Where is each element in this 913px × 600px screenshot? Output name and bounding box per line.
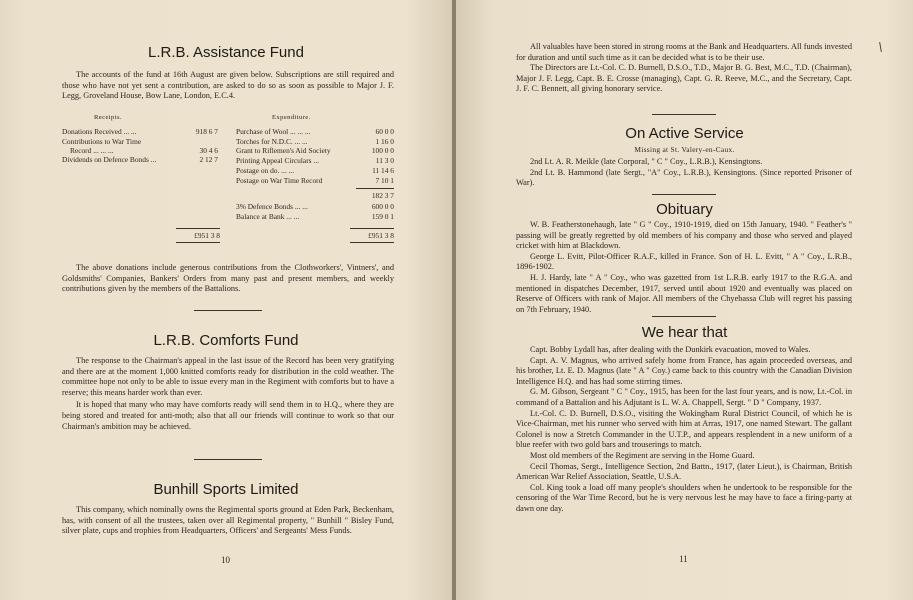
bunhill-text: This company, which nominally owns the Regimental sports ground at Eden Park, Beckenham, has, with consent of all the trustees, taken over all Regimental property, " Bunhill " Bisley Fund, silver plate, cups and trophies from Headquarters, Officers' and Sergeants' Mess Funds. — [62, 505, 394, 536]
we-hear-title: We hear that — [641, 324, 728, 341]
expenditure-label: Grant to Riflemen's Aid Society — [236, 146, 331, 155]
receipt-label: Contributions to War Time — [62, 137, 142, 146]
expenditure-total-rule-top — [350, 228, 394, 229]
receipt-amount: 918 6 7 — [195, 127, 218, 136]
receipts-header: Receipts. — [94, 114, 122, 121]
receipts-total: £951 3 8 — [194, 231, 220, 240]
receipt-label: Donations Received ... ... — [62, 127, 137, 136]
subtotal-rule — [356, 188, 394, 189]
active-service-text: 2nd Lt. A. R. Meikle (late Corporal, " C " Coy., L.R.B.), Kensingtons. 2nd Lt. B. Hammond (late Sergt., "A" Coy., L.R.B.), Kensingtons. (Since reported Prisoner of War). — [516, 157, 852, 188]
we-hear-text: Capt. Bobby Lydall has, after dealing with the Dunkirk evacuation, moved to Wales. Capt. A. V. Magnus, who arrived safely home from France, has again proceeded overseas, and his brother, Lt. E. D. Magnus (late " A " Coy.) came back to this country with the Canadian Division Intelligence H.Q. and has had some stirring times. G. M. Gibson, Sergeant " C " Coy., 1915, has been for the last four years, and is now, Lt.-Col. in command of a Battalion and his Adjutant is L. W. A. Chappell, Sergt. " D " Company, 1937. Lt.-Col. C. D. Burnell, D.S.O., visiting the Wokingham Rural District Council, of which he is Vice-Chairman, met his runner who served with him at Arras, 1917, one named Stewart. The gallant Colonel is now a Stretch Commander in the U.T.P., and appears resplendent in a new uniform of a blue reefer with two gold bars and trouserings to match. Most old members of the Regiment are serving in the Home Guard. Cecil Thomas, Sergt., Intelligence Section, 2nd Battn., 1917, (later Lieut.), is Chairman, British American War Relief Association, Seattle, U.S.A. Col. King took a load off many people's shoulders when he undertook to be responsible for the censoring of the War Time Record, but he is very nervous lest he may have to face a firing-party at dawn one day. — [516, 345, 852, 513]
active-service-subtitle: Missing at St. Valery-en-Caux. — [634, 145, 735, 154]
section-divider — [194, 310, 262, 311]
expenditure-label: 3% Defence Bonds ... ... — [236, 202, 308, 211]
assistance-fund-intro: The accounts of the fund at 16th August are given below. Subscriptions are still required and those who have not yet sent a contribution, are asked to do so as soon as possible to Major J. F. Legg, Groveland House, Bow Lane, London, E.C.4. — [62, 70, 394, 101]
page-number-right: 11 — [679, 554, 688, 564]
receipt-amount: 30 4 6 — [199, 146, 218, 155]
section-divider — [194, 459, 262, 460]
expenditure-amount: 11 14 6 — [372, 166, 394, 175]
receipt-label: Record ... ... ... — [70, 146, 114, 155]
expenditure-subtotal: 182 3 7 — [371, 191, 394, 200]
page-number-left: 10 — [221, 555, 230, 565]
receipt-amount: 2 12 7 — [199, 155, 218, 164]
expenditure-label: Purchase of Wool ... ... ... — [236, 127, 311, 136]
expenditure-amount: 7 10 1 — [375, 176, 394, 185]
expenditure-total-rule-bottom — [350, 242, 394, 243]
receipts-total-rule-bottom — [176, 242, 220, 243]
expenditure-label: Printing Appeal Circulars ... — [236, 156, 319, 165]
comforts-fund-title: L.R.B. Comforts Fund — [153, 332, 299, 349]
obituary-title: Obituary — [656, 201, 713, 218]
expenditure-total: £951 3 8 — [368, 231, 394, 240]
receipts-total-rule-top — [176, 228, 220, 229]
bunhill-continued: All valuables have been stored in strong rooms at the Bank and Headquarters. All funds invested for duration and until such time as it can be decided what is to be their use. The Directors are Lt.-Col. C. D. Burnell, D.S.O., T.D., Major B. G. Best, M.C., T.D. (Chairman), Major J. F. Legg, Capt. B. E. Crosse (managing), Capt. G. R. Reeve, M.C., and the Secretary, Capt. J. F. C. Bennett, all giving honorary service. — [516, 42, 852, 94]
expenditure-amount: 1 16 0 — [375, 137, 394, 146]
expenditure-amount: 600 0 0 — [371, 202, 394, 211]
expenditure-label: Torches for N.D.C. ... ... — [236, 137, 308, 146]
expenditure-label: Postage on do. ... ... — [236, 166, 295, 175]
expenditure-amount: 60 0 0 — [375, 127, 394, 136]
receipt-label: Dividends on Defence Bonds ... — [62, 155, 157, 164]
expenditure-label: Balance at Bank ... ... — [236, 212, 300, 221]
obituary-text: W. B. Featherstonehaugh, late " G " Coy., 1910-1919, died on 15th January, 1940. " Feather's " passing will be greatly regretted by old members of his company and those who served and played cricket with him at Blackdown. George L. Evitt, Pilot-Officer R.A.F., killed in France. Son of H. L. Evitt, " A " Coy., L.R.B., 1896-1902. H. J. Hardy, late " A " Coy., who was gazetted from 1st L.R.B. early 1917 to the R.G.A. and mentioned in dispatches December, 1917, served until about 1920 and eventually was placed on Reserve of Officers with rank of Major. All members of the Chyebassa Club will regret his passing on 7th February, 1940. — [516, 220, 852, 314]
bunhill-title: Bunhill Sports Limited — [153, 481, 299, 498]
expenditure-amount: 100 0 0 — [371, 146, 394, 155]
expenditure-header: Expenditure. — [272, 114, 311, 121]
section-divider — [652, 114, 716, 115]
expenditure-amount: 159 0 1 — [371, 212, 394, 221]
assistance-fund-title: L.R.B. Assistance Fund — [148, 44, 304, 61]
expenditure-amount: 11 3 0 — [375, 156, 394, 165]
assistance-fund-closing: The above donations include generous contributions from the Clothworkers', Vintners', and Goldsmiths' Companies, Bankers' Orders from many past and present members, and weekly contributions given by the members of the Battalions. — [62, 263, 394, 294]
section-divider — [652, 316, 716, 317]
active-service-title: On Active Service — [625, 125, 744, 142]
section-divider — [652, 194, 716, 195]
comforts-fund-text: The response to the Chairman's appeal in the last issue of the Record has been very gratifying and there are at the moment 1,000 knitted comforts ready for distribution in the cold weather. The committee hope not only to be able to issue every man in the Regiment with comforts but to have a reserve; this means harder work than ever. It is hoped that many who may have comforts ready will send them in to H.Q., where they are being stored and treated for anti-moth; also that all our friends will continue to work so that our Chairman's ambition may be achieved. — [62, 356, 394, 431]
expenditure-label: Postage on War Time Record — [236, 176, 323, 185]
